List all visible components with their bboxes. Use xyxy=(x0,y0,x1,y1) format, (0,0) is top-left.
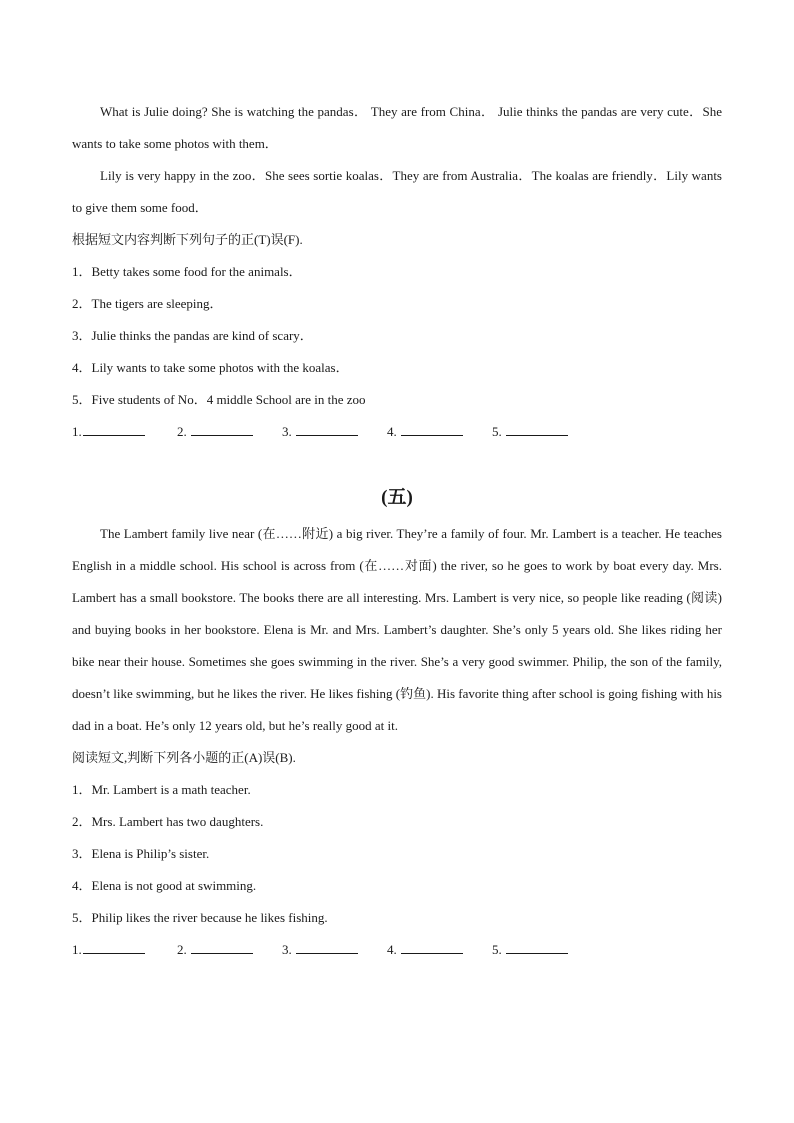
instruction-text: 根据短文内容判断下列句子的正(T)误(F). xyxy=(72,232,303,247)
question-item: 3．Elena is Philip’s sister. xyxy=(72,846,210,861)
answer-slot xyxy=(492,416,597,448)
section-title: (五) xyxy=(381,487,413,508)
passage-paragraph: What is Julie doing? She is watching the pandas． They are from China． Julie thinks the pandas are very cute．She wants to take some photos with them． xyxy=(72,104,722,151)
answer-number: 1. xyxy=(72,942,82,957)
answer-slot xyxy=(282,934,387,966)
question-item: 4．Elena is not good at swimming. xyxy=(72,878,257,893)
passage-paragraph: The Lambert family live near (在……附近) a big river. They’re a family of four. Mr. Lambert is a teacher. He teaches English in a middle school. His school is across from (在……对面) the river, so he goes to work by boat every day. Mrs. Lambert has a small bookstore. The books there are all interesting. Mrs. Lambert is very nice, so people like reading (阅读) and buying books in her bookstore. Elena is Mr. and Mrs. Lambert’s daughter. She’s only 5 years old. She likes riding her bike near their house. Sometimes she goes swimming in the river. She’s a very good swimmer. Philip, the son of the family, doesn’t like swimming, but he likes the river. He likes fishing (钓鱼). His favorite thing after school is going fishing with his dad in a boat. He’s only 12 years old, but he’s really good at it. xyxy=(72,526,722,733)
answer-blank[interactable] xyxy=(296,941,358,954)
answer-blank[interactable] xyxy=(296,423,358,436)
question-item: 2．The tigers are sleeping． xyxy=(72,296,223,311)
answer-blank[interactable] xyxy=(83,423,145,436)
answer-number: 4. xyxy=(387,424,397,439)
answer-slot xyxy=(177,934,282,966)
answer-slot xyxy=(177,416,282,448)
question-item: 1．Mr. Lambert is a math teacher. xyxy=(72,782,251,797)
question-item: 3．Julie thinks the pandas are kind of scary． xyxy=(72,328,313,343)
answer-slot xyxy=(72,934,177,966)
answer-blank[interactable] xyxy=(401,941,463,954)
question-item: 4．Lily wants to take some photos with the koalas． xyxy=(72,360,349,375)
answer-number: 2. xyxy=(177,942,187,957)
answer-slot xyxy=(72,416,177,448)
worksheet-page xyxy=(72,96,722,966)
answer-number: 5. xyxy=(492,942,502,957)
answer-number: 3. xyxy=(282,942,292,957)
answer-number: 2. xyxy=(177,424,187,439)
answer-slot xyxy=(492,934,597,966)
answer-blank[interactable] xyxy=(83,941,145,954)
answer-blank[interactable] xyxy=(506,423,568,436)
answer-number: 4. xyxy=(387,942,397,957)
answer-blank[interactable] xyxy=(191,941,253,954)
answer-row xyxy=(72,416,722,448)
answer-blank[interactable] xyxy=(191,423,253,436)
answer-number: 3. xyxy=(282,424,292,439)
answer-blank[interactable] xyxy=(401,423,463,436)
answer-slot xyxy=(387,416,492,448)
question-item: 1．Betty takes some food for the animals． xyxy=(72,264,302,279)
answer-number: 1. xyxy=(72,424,82,439)
answer-number: 5. xyxy=(492,424,502,439)
passage-paragraph: Lily is very happy in the zoo．She sees sortie koalas．They are from Australia．The koalas are friendly．Lily wants to give them some food． xyxy=(72,168,722,215)
instruction-text: 阅读短文,判断下列各小题的正(A)误(B). xyxy=(72,750,296,765)
question-item: 5．Five students of No．4 middle School are in the zoo xyxy=(72,392,366,407)
question-item: 2．Mrs. Lambert has two daughters. xyxy=(72,814,264,829)
question-item: 5．Philip likes the river because he likes fishing. xyxy=(72,910,328,925)
answer-slot xyxy=(387,934,492,966)
answer-slot xyxy=(282,416,387,448)
answer-row xyxy=(72,934,722,966)
answer-blank[interactable] xyxy=(506,941,568,954)
